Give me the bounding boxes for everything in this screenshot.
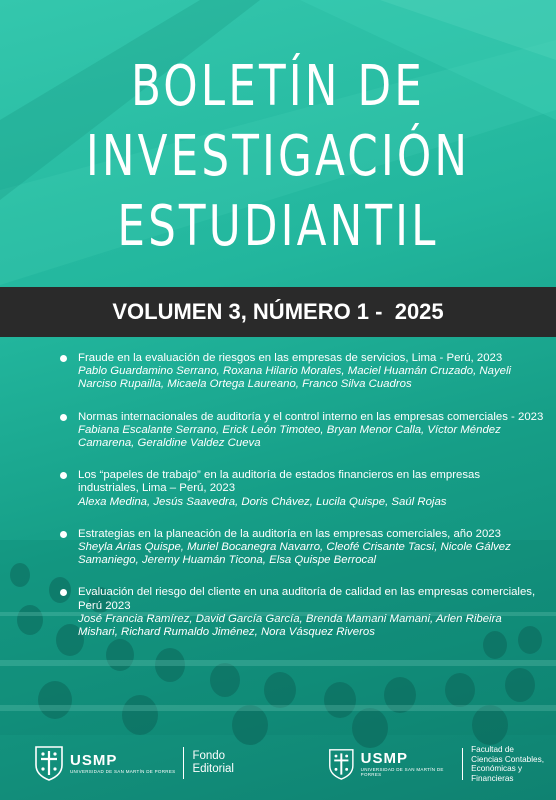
article-authors: Sheyla Arias Quispe, Muriel Bocanegra Navarro, Cleofé Crisante Tacsi, Nicole Gálvez Samaniego, Jeremy Huamán Ticona, Elsa Quispe Berrocal [78,541,511,567]
article-title: Estrategias en la planeación de la auditoría en las empresas comerciales, año 2023 [78,527,501,540]
bullet-icon [60,531,67,538]
article-title: Fraude en la evaluación de riesgos en las empresas de servicios, Lima - Perú, 2023 [78,352,503,364]
usmp-crest-icon [34,745,64,781]
unit-line: Editorial [192,763,234,775]
unit-line: Fondo [192,750,226,762]
usmp-wordmark [361,751,455,777]
volume-label: VOLUMEN 3, NÚMERO 1 - 2025 [112,299,444,324]
article-list [74,352,544,658]
article-item [74,411,544,451]
article-item [74,586,544,639]
title-line: BOLETÍN DE [130,54,426,119]
divider [462,748,463,780]
bullet-icon [60,414,67,421]
usmp-name: USMP [360,750,408,767]
usmp-name: USMP [70,751,118,769]
unit-line: Económicas y Financieras [471,764,523,783]
title-line: ESTUDIANTIL [117,194,439,259]
article-item [74,469,544,509]
bullet-icon [60,355,67,362]
article-authors: José Francia Ramírez, David García García, Brenda Mamani Mamani, Arlen Ribeira Mishari, Richard Rumaldo Jiménez, Nora Vásquez Riveros [78,612,502,639]
journal-title [61,52,495,262]
usmp-facultad-logo [328,745,556,783]
usmp-crest-icon [328,746,355,782]
footer [0,735,556,800]
article-authors: Fabiana Escalante Serrano, Erick León Timoteo, Bryan Menor Calla, Víctor Méndez Camarena, Geraldine Valdez Cueva [78,423,501,450]
usmp-subtitle: UNIVERSIDAD DE SAN MARTÍN DE PORRES [70,768,176,774]
unit-line: Ciencias Contables, [471,754,544,764]
article-title: Evaluación del riesgo del cliente en una auditoría de calidad en las empresas comerciales, Perú 2023 [78,586,536,612]
unit-line: Facultad de [471,745,514,754]
volume-band [0,287,556,337]
usmp-subtitle: UNIVERSIDAD DE SAN MARTÍN DE PORRES [360,767,444,777]
fondo-editorial-label [192,750,234,776]
usmp-fondo-editorial-logo [34,745,234,781]
title-line: INVESTIGACIÓN [85,124,471,189]
article-title: Los “papeles de trabajo” en la auditoría de estados financieros en las empresas industriales, Lima – Perú, 2023 [78,469,481,495]
article-item [74,352,544,392]
article-authors: Pablo Guardamino Serrano, Roxana Hilario Morales, Maciel Huamán Cruzado, Nayeli Narciso Rupailla, Micaela Ortega Laureano, Franco Silva Cuadros [78,365,512,391]
divider [183,747,184,779]
usmp-wordmark [70,753,175,774]
facultad-label [471,745,556,783]
article-title: Normas internacionales de auditoría y el control interno en las empresas comerciales - 2023 [78,410,544,423]
article-item [74,528,544,568]
article-authors: Alexa Medina, Jesús Saavedra, Doris Chávez, Lucila Quispe, Saúl Rojas [78,495,447,508]
